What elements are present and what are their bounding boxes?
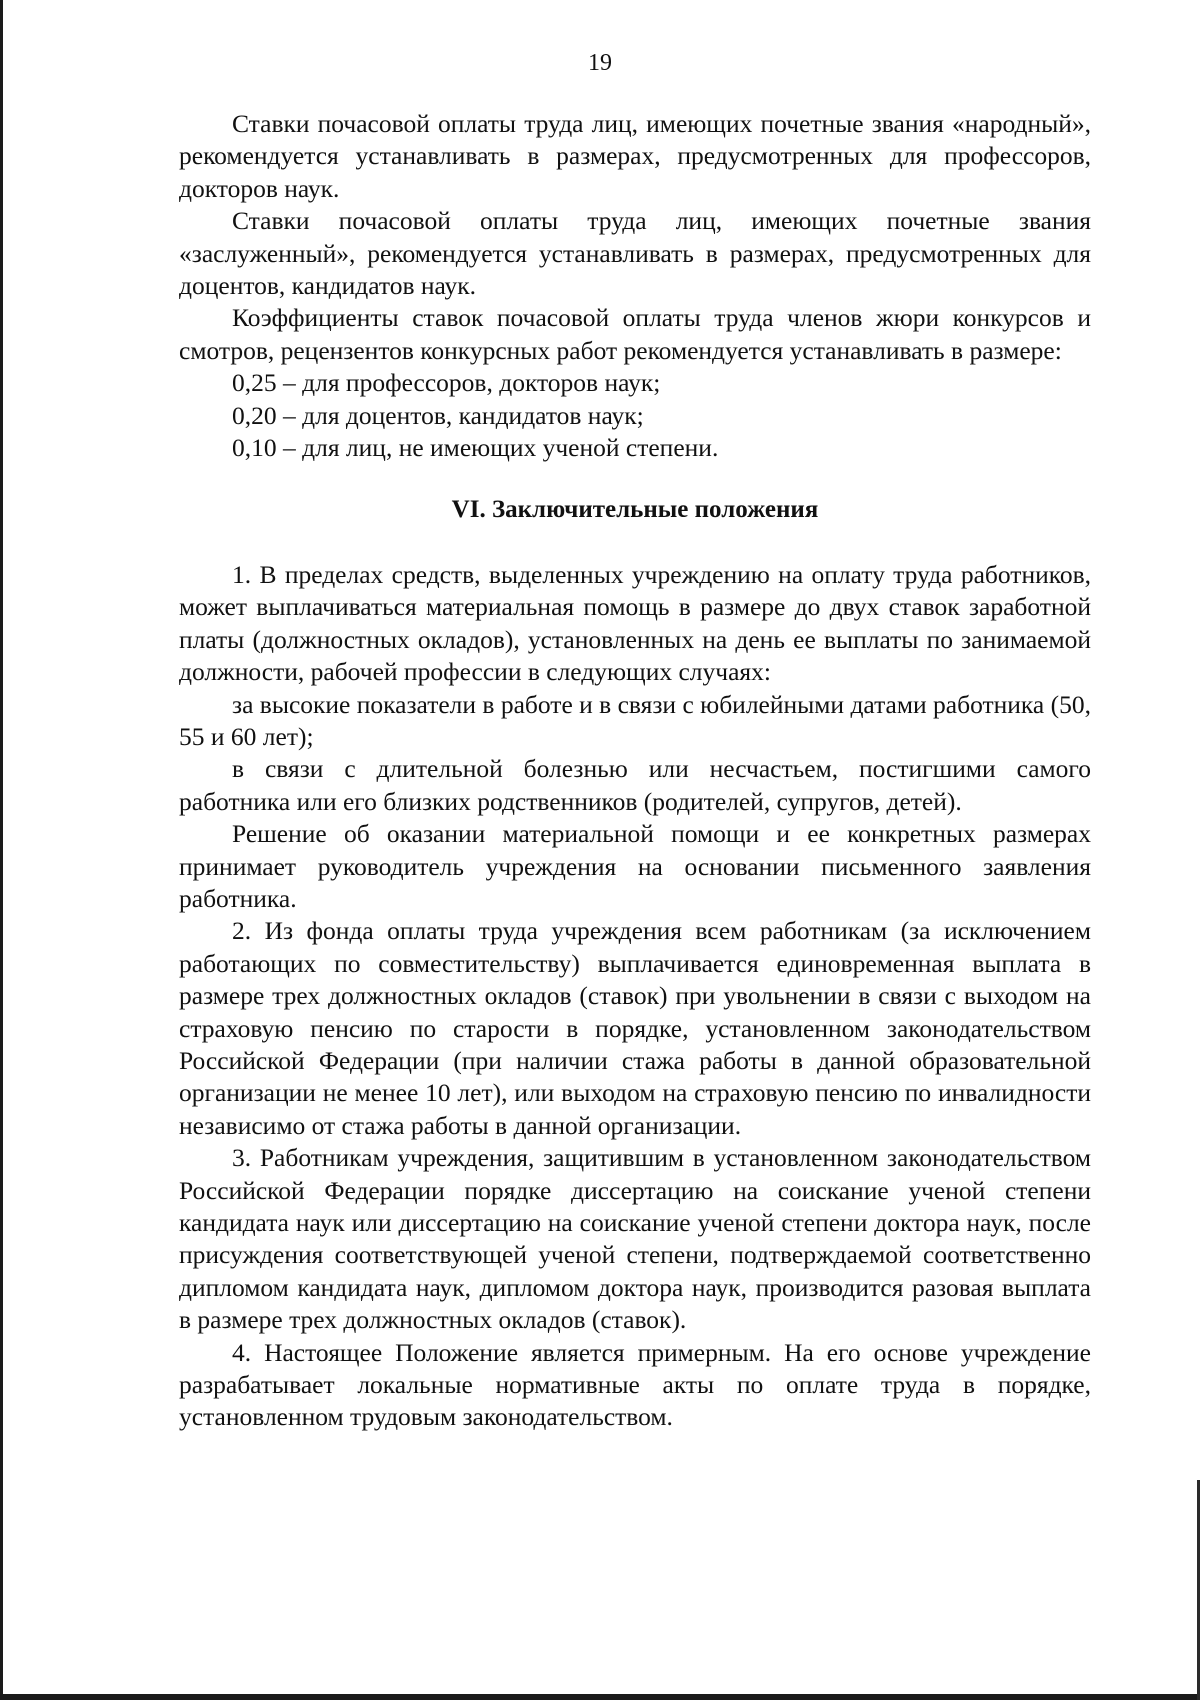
clause-1-case-illness: в связи с длительной болезнью или несчастьем, постигшими самого работника или его близких родственников (родителей, супругов, детей).	[179, 754, 1091, 816]
document-body	[179, 108, 1091, 1434]
clause-3-degree-payment: 3. Работникам учреждения, защитившим в установленном законодательством Российской Федерации порядке диссертацию на соискание ученой степени кандидата наук или диссертацию на соискание ученой степени доктора наук, после присуждения соответствующей ученой степени, подтверждаемой соответственно дипломом кандидата наук, дипломом доктора наук, производится разовая выплата в размере трех должностных окладов (ставок).	[179, 1143, 1091, 1335]
coefficient-item: 0,20 – для доцентов, кандидатов наук;	[232, 400, 644, 430]
page-number: 19	[588, 50, 612, 76]
clause-2-retirement-payment: 2. Из фонда оплаты труда учреждения всем работникам (за исключением работающих по совместительству) выплачивается единовременная выплата в размере трех должностных окладов (ставок) при увольнении в связи с выходом на страховую пенсию по старости в порядке, установленном законодательством Российской Федерации (при наличии стажа работы в данной образовательной организации не менее 10 лет), или выходом на страховую пенсию по инвалидности независимо от стажа работы в данной организации.	[179, 916, 1091, 1140]
clause-1-case-anniversary: за высокие показатели в работе и в связи с юбилейными датами работника (50, 55 и 60 лет);	[179, 689, 1091, 751]
scan-border-bottom	[0, 1694, 1200, 1700]
paragraph-honorary-merited: Ставки почасовой оплаты труда лиц, имеющих почетные звания «заслуженный», рекомендуется устанавливать в размерах, предусмотренных для доцентов, кандидатов наук.	[179, 206, 1091, 301]
paragraph-honorary-people: Ставки почасовой оплаты труда лиц, имеющих почетные звания «народный», рекомендуется устанавливать в размерах, предусмотренных для профессоров, докторов наук.	[179, 109, 1091, 203]
section-heading: VI. Заключительные положения	[451, 496, 819, 524]
paragraph-jury-coefficients: Коэффициенты ставок почасовой оплаты труда членов жюри конкурсов и смотров, рецензентов конкурсных работ рекомендуется устанавливать в размере:	[179, 303, 1091, 365]
clause-1-material-aid: 1. В пределах средств, выделенных учреждению на оплату труда работников, может выплачиваться материальная помощь в размере до двух ставок заработной платы (должностных окладов), установленных на день ее выплаты по занимаемой должности, рабочей профессии в следующих случаях:	[179, 559, 1091, 687]
coefficient-item: 0,10 – для лиц, не имеющих ученой степени.	[232, 433, 719, 463]
coefficient-item: 0,25 – для профессоров, докторов наук;	[232, 368, 661, 398]
scan-border-left	[0, 0, 3, 1700]
clause-1-decision: Решение об оказании материальной помощи и ее конкретных размерах принимает руководитель учреждения на основании письменного заявления работника.	[179, 819, 1091, 913]
clause-4-model-regulation: 4. Настоящее Положение является примерным. На его основе учреждение разрабатывает локальные нормативные акты по оплате труда в порядке, установленном трудовым законодательством.	[179, 1337, 1091, 1432]
